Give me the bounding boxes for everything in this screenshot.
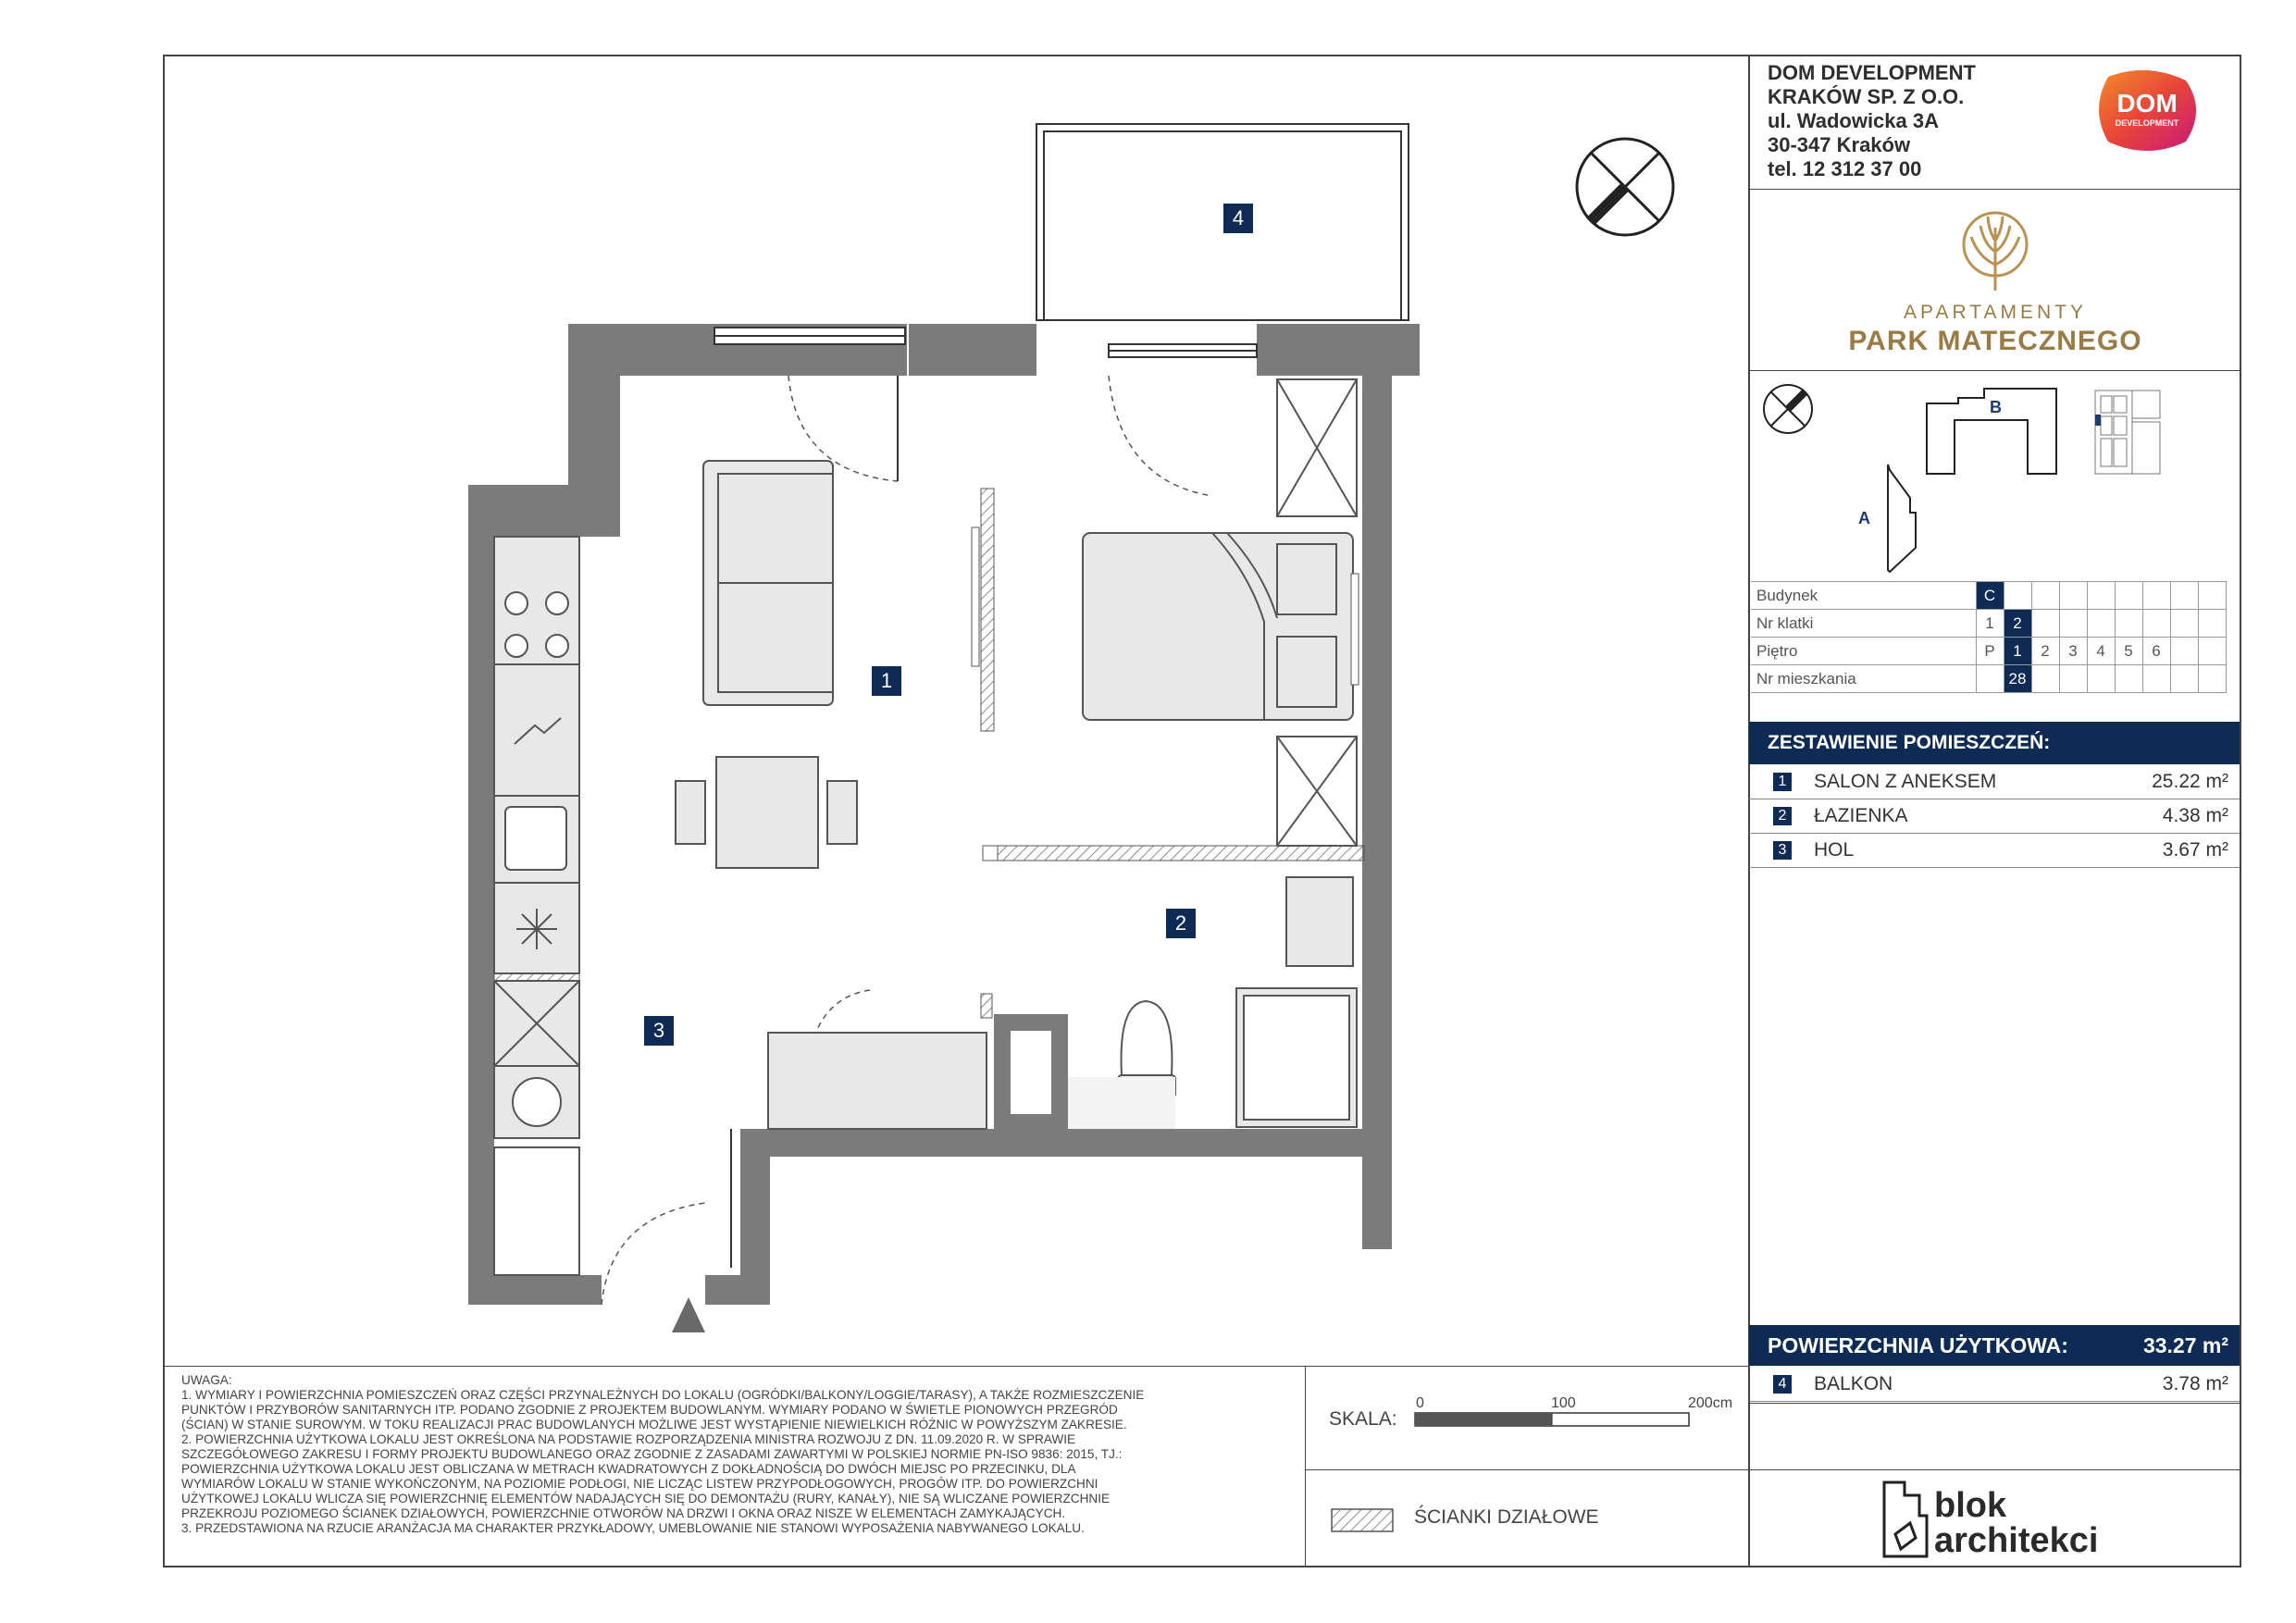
company-line: tel. 12 312 37 00 (1768, 157, 1922, 180)
room-area: 3.67 m² (2162, 839, 2228, 861)
floor-mini-plan (2095, 390, 2160, 474)
scale-tick-0: 0 (1416, 1395, 1424, 1411)
rooms-header: ZESTAWIENIE POMIESZCZEŃ: (1749, 722, 2240, 764)
company-address (1768, 61, 1976, 181)
compass-small-icon (1764, 385, 1812, 433)
legend-label: ŚCIANKI DZIAŁOWE (1414, 1506, 1599, 1528)
info-cell: P (1976, 638, 2004, 665)
panel-divider (1748, 189, 2241, 190)
plan-room-label: 1 (872, 666, 901, 696)
room-name: SALON Z ANEKSEM (1814, 771, 1997, 792)
company-line: KRAKÓW SP. Z O.O. (1768, 85, 1965, 108)
info-cell: 6 (2142, 638, 2170, 665)
room-area: 4.38 m² (2162, 805, 2228, 826)
sink-icon (505, 807, 566, 870)
room-number: 3 (1773, 841, 1792, 860)
notes-title: UWAGA: (181, 1373, 232, 1387)
info-cell (2198, 665, 2226, 693)
info-cell (2087, 610, 2115, 638)
info-cell: 2 (2004, 610, 2031, 638)
info-cell (2115, 582, 2142, 610)
info-cell (2004, 582, 2031, 610)
tree-icon (1958, 209, 2032, 294)
info-cell (2142, 610, 2170, 638)
info-cell (2170, 582, 2198, 610)
key-plan (1751, 374, 2240, 577)
total-area-value: 33.27 m² (2142, 1333, 2228, 1357)
room-area: 3.78 m² (2162, 1373, 2228, 1394)
bed (1083, 533, 1353, 720)
info-cell: 4 (2087, 638, 2115, 665)
info-cell (2115, 665, 2142, 693)
info-cell (2031, 665, 2059, 693)
hatch-legend-icon (1331, 1508, 1394, 1532)
info-cell: 28 (2004, 665, 2031, 693)
total-area-label: POWIERZCHNIA UŻYTKOWA: (1768, 1333, 2068, 1357)
panel-divider (1748, 1469, 2241, 1470)
architect-line-2: architekci (1934, 1521, 2099, 1560)
room-row (1749, 765, 2240, 799)
room-area: 25.22 m² (2152, 771, 2228, 792)
info-cell (2087, 582, 2115, 610)
panel-divider (1305, 1469, 1749, 1470)
brand-line-2: PARK MATECZNEGO (1848, 326, 2142, 356)
room-row (1749, 834, 2240, 868)
company-line: 30-347 Kraków (1768, 133, 1911, 156)
balcony (1036, 124, 1409, 320)
info-cell: 1 (1976, 610, 2004, 638)
scale-tick-200: 200cm (1688, 1395, 1733, 1411)
info-cell (2087, 665, 2115, 693)
info-cell: 3 (2059, 638, 2087, 665)
info-cell: 5 (2115, 638, 2142, 665)
dom-logo-subtext: DEVELOPMENT (2115, 118, 2179, 128)
panel-divider (163, 1366, 1750, 1367)
tv-stand (972, 527, 979, 666)
info-cell (2198, 638, 2226, 665)
dining-table (676, 757, 857, 868)
room-name: HOL (1814, 839, 1855, 861)
building-b-label: B (1990, 398, 2002, 416)
total-area-bar (1749, 1325, 2240, 1366)
scale-label: SKALA: (1329, 1408, 1397, 1430)
architect-line-1: blok (1934, 1486, 2007, 1525)
partition-wall (981, 489, 994, 731)
company-line: DOM DEVELOPMENT (1768, 61, 1976, 84)
info-cell: 1 (2004, 638, 2031, 665)
info-cell (2059, 610, 2087, 638)
dom-logo-text: DOM (2116, 89, 2178, 118)
info-row-klatka (1751, 610, 2226, 638)
info-cell (2198, 610, 2226, 638)
notes-line: UŻYTKOWEJ LOKALU WLICZA SIĘ POWIERZCHNIĘ ELEMENTÓW NADAJĄCYCH SIĘ DO DEMONTAŻU (RURY, KANAŁY), NIE SĄ WLICZANE POWIERZCHNIE (181, 1492, 1111, 1505)
partition-wall (983, 846, 1364, 861)
partition-wall (981, 994, 992, 1018)
room-row (1749, 799, 2240, 834)
info-cell (2059, 665, 2087, 693)
shaft (1011, 1031, 1051, 1114)
plan-room-label: 3 (644, 1016, 674, 1046)
info-table (1751, 581, 2227, 693)
info-cell (2031, 582, 2059, 610)
project-brand (1751, 194, 2240, 370)
info-row-label: Budynek (1751, 582, 1976, 610)
info-cell (2031, 610, 2059, 638)
info-cell (1976, 665, 2004, 693)
info-row-mieszkanie (1751, 665, 2226, 693)
notes-line: PUNKTÓW I PRZYBORÓW SANITARNYCH ITP. PODANO ZGODNIE Z PROJEKTEM BUDOWLANYM. WYMIARY PODANO W ŚWIETLE PIONOWYCH PRZEGRÓD (181, 1403, 1118, 1417)
compass-icon (1573, 135, 1677, 239)
scale-tick-100: 100 (1551, 1395, 1576, 1411)
building-a-outline (1888, 465, 1916, 572)
floor-plan (453, 111, 1453, 1351)
info-cell (2170, 638, 2198, 665)
notes-block (181, 1373, 1296, 1536)
plan-room-label: 4 (1223, 204, 1253, 233)
room-name: BALKON (1814, 1373, 1893, 1394)
company-line: ul. Wadowicka 3A (1768, 109, 1940, 132)
info-cell (2059, 582, 2087, 610)
notes-line: POWIERZCHNIA UŻYTKOWA LOKALU JEST OBLICZANA W METRACH KWADRATOWYCH Z DOKŁADNOŚCIĄ DO DWÓCH MIEJSC PO PRZECINKU, DLA (181, 1462, 1076, 1476)
info-row-label: Piętro (1751, 638, 1976, 665)
panel-divider (1305, 1366, 1306, 1567)
info-cell (2198, 582, 2226, 610)
info-row-label: Nr klatki (1751, 610, 1976, 638)
notes-line: 2. POWIERZCHNIA UŻYTKOWA LOKALU JEST OKREŚLONA NA PODSTAWIE ROZPORZĄDZENIA MINISTRA ROZWOJU Z DN. 11.09.2020 R. W SPRAWIE (181, 1432, 1076, 1446)
entrance-marker (672, 1297, 705, 1332)
room-name: ŁAZIENKA (1814, 805, 1908, 826)
info-cell: C (1976, 582, 2004, 610)
fridge-icon (516, 909, 557, 949)
info-row-label: Nr mieszkania (1751, 665, 1976, 693)
architect-name (1934, 1488, 2098, 1558)
scale-bar (1414, 1412, 1692, 1429)
notes-line: 3. PRZEDSTAWIONA NA RZUCIE ARANŻACJA MA CHARAKTER PRZYKŁADOWY, UMEBLOWANIE NIE STANOWI WYPOSAŻENIA NABYWANEGO LOKALU. (181, 1521, 1085, 1535)
info-cell (2170, 610, 2198, 638)
sofa (703, 461, 833, 705)
info-cell (2142, 582, 2170, 610)
notes-line: SZCZEGÓŁOWEGO ZAKRESU I FORMY PROJEKTU BUDOWLANEGO ORAZ ZGODNIE Z ZASADAMI ZAWARTYMI W POLSKIEJ NORMIE PN-ISO 9836: 2015, TJ.: (181, 1447, 1123, 1461)
panel-divider (1748, 1403, 2241, 1404)
info-cell (2115, 610, 2142, 638)
building-a-label: A (1858, 509, 1870, 527)
notes-line: WYMIARÓW LOKALU W STANIE WYKOŃCZONYM, NA POZIOMIE PODŁOGI, NIE LICZĄC LISTEW PRZYPODŁOGOWYCH, PROGÓW ITP. DO POWIERZCHNI (181, 1477, 1098, 1491)
info-row-budynek (1751, 582, 2226, 610)
partition-wall (494, 973, 579, 981)
hall-wardrobe (494, 981, 579, 1138)
plan-room-label: 2 (1166, 909, 1196, 938)
panel-divider (1748, 370, 2241, 371)
extra-room-row (1749, 1368, 2240, 1402)
dom-development-logo (2090, 68, 2204, 155)
room-number: 2 (1773, 807, 1792, 825)
blok-architekci-logo (1879, 1479, 1930, 1558)
room-number: 1 (1773, 773, 1792, 791)
brand-line-1: APARTAMENTY (1903, 302, 2088, 323)
info-cell (2170, 665, 2198, 693)
notes-line: (ŚCIAN) W STANIE SUROWYM. W TOKU REALIZACJI PRAC BUDOWLANYCH MOŻLIWE JEST WYSTĄPIENIE NIEWIELKICH RÓŻNIC W POWYŻSZYM ZAKRESIE. (181, 1418, 1127, 1431)
info-cell: 2 (2031, 638, 2059, 665)
room-number: 4 (1773, 1375, 1792, 1394)
hall-closet (494, 1147, 579, 1275)
info-row-pietro (1751, 638, 2226, 665)
notes-line: 1. WYMIARY I POWIERZCHNIA POMIESZCZEŃ ORAZ CZĘŚCI PRZYNALEŻNYCH DO LOKALU (OGRÓDKI/BALKONY/LOGGIE/TARASY), A TAKŻE ROZMIESZCZENIE (181, 1388, 1145, 1402)
notes-line: PRZEKROJU POZIOMEGO ŚCIANEK DZIAŁOWYCH, POWIERZCHNIE OTWORÓW NA DRZWI I OKNA ORAZ NISZE W ELEMENTACH ZAMYKAJĄCYCH. (181, 1506, 1066, 1520)
info-cell (2142, 665, 2170, 693)
